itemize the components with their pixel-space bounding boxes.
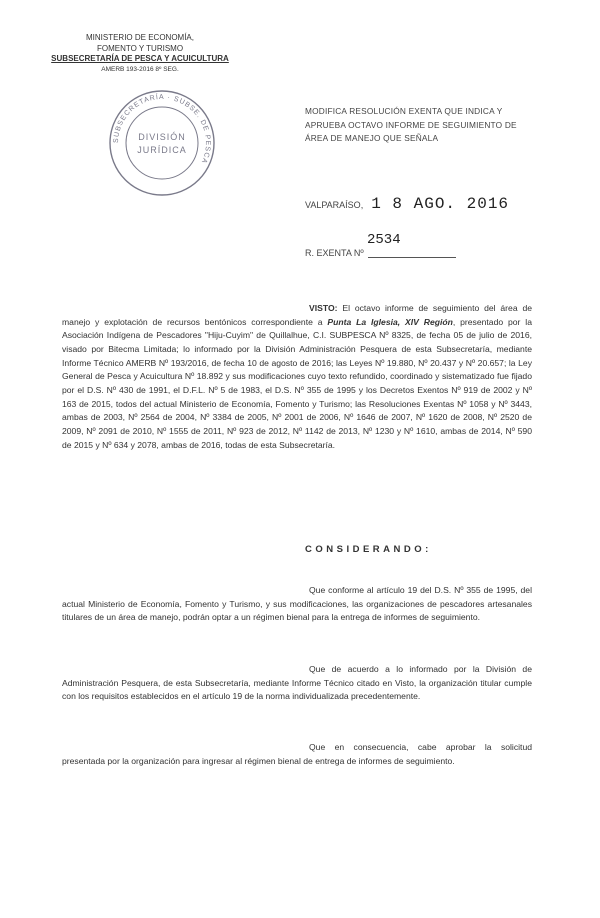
resolution-subject: MODIFICA RESOLUCIÓN EXENTA QUE INDICA Y APRUEBA OCTAVO INFORME DE SEGUIMIENTO DE ÁREA DE MANEJO QUE SEÑALA — [305, 106, 517, 143]
visto-text-2: , presentado por la Asociación Indígena de Pescadores "Hiju-Cuyim" de Quillalhue, C.I. SUBPESCA Nº 8325, de fecha 05 de julio de 2016, visado por Bitecma Limitada; lo informado por la División Administración Pesquera de esta Subsecretaría, mediante Informe Técnico AMERB Nº 193/2016, de fecha 10 de agosto de 2016; las Leyes Nº 19.880, Nº 20.437 y Nº 20.657; la Ley General de Pesca y Acuicultura Nº 18.892 y sus modificaciones cuyo texto refundido, coordinado y sistematizado fue fijado por el D.S. Nº 430 de 1991, el D.F.L. Nº 5 de 1983, el D.S. Nº 355 de 1995 y los Decretos Exentos Nº 919 de 2002 y Nº 163 de 2015, todos del actual Ministerio de Economía, Fomento y Turismo; las Resoluciones Exentas Nº 1058 y Nº 3443, ambas de 2003, Nº 2564 de 2004, Nº 3384 de 2005, Nº 2001 de 2006, Nº 1646 de 2007, Nº 1620 de 2008, Nº 2520 de 2009, Nº 2091 de 2010, Nº 1555 de 2011, Nº 923 de 2012, Nº 1142 de 2013, Nº 1230 y Nº 1610, ambas de 2014, Nº 590 de 2015 y Nº 634 y 2078, ambas de 2016, todas de esta Subsecretaría. — [62, 316, 532, 450]
visto-text-1: El octavo informe de seguimiento del área de manejo y explotación de recursos bentónicos correspondiente a — [62, 303, 532, 327]
place-label: VALPARAÍSO, — [305, 200, 364, 210]
stamp-line-1: DIVISIÓN — [138, 132, 186, 142]
division-juridica-stamp — [106, 87, 218, 199]
considerando-paragraph-2: Que de acuerdo a lo informado por la División de Administración Pesquera, de esta Subsecretaría, mediante Informe Técnico citado en Visto, la organización titular cumple con los requisitos establecidos en el artículo 19 de la norma individualizada precedentemente. — [62, 664, 532, 702]
visto-label: VISTO: — [309, 303, 338, 313]
place-and-date — [305, 195, 509, 213]
letterhead — [40, 33, 240, 75]
considerando-paragraph-3: Que en consecuencia, cabe aprobar la solicitud presentada por la organización para ingresar al régimen bienal de entrega de informes de seguimiento. — [62, 742, 532, 766]
visto-place: Punta La Iglesia, XIV Región — [327, 316, 453, 327]
considerando-paragraph-1: Que conforme al artículo 19 del D.S. Nº 355 de 1995, del actual Ministerio de Economía, Fomento y Turismo, y sus modificaciones, las organizaciones de pescadores artesanales titulares de un área de manejo, podrán optar a un régimen bienal para la entrega de informes de seguimiento. — [62, 585, 532, 623]
reference-code: AMERB 193-2016 8º SEG. — [101, 65, 179, 73]
considerando-heading: CONSIDERANDO: — [305, 544, 432, 555]
resolution-number: 2534 — [367, 232, 401, 248]
ministry-line-1: MINISTERIO DE ECONOMÍA, — [85, 33, 194, 42]
resolution-number-line — [305, 232, 456, 258]
ministry-line-2: FOMENTO Y TURISMO — [96, 43, 184, 53]
resolution-blank-line — [368, 249, 456, 258]
resolution-label: R. EXENTA Nº — [305, 248, 364, 258]
visto-paragraph — [62, 302, 532, 452]
stamp-ring-text-path: SUBSECRETARÍA · SUBSE. DE PESCA — [112, 93, 212, 165]
date-stamp: 1 8 AGO. 2016 — [371, 195, 510, 213]
stamp-line-2: JURÍDICA — [137, 145, 187, 155]
subsecretaria-name: SUBSECRETARÍA DE PESCA Y ACUICULTURA — [51, 54, 229, 63]
stamp-inner-ring — [126, 107, 198, 179]
